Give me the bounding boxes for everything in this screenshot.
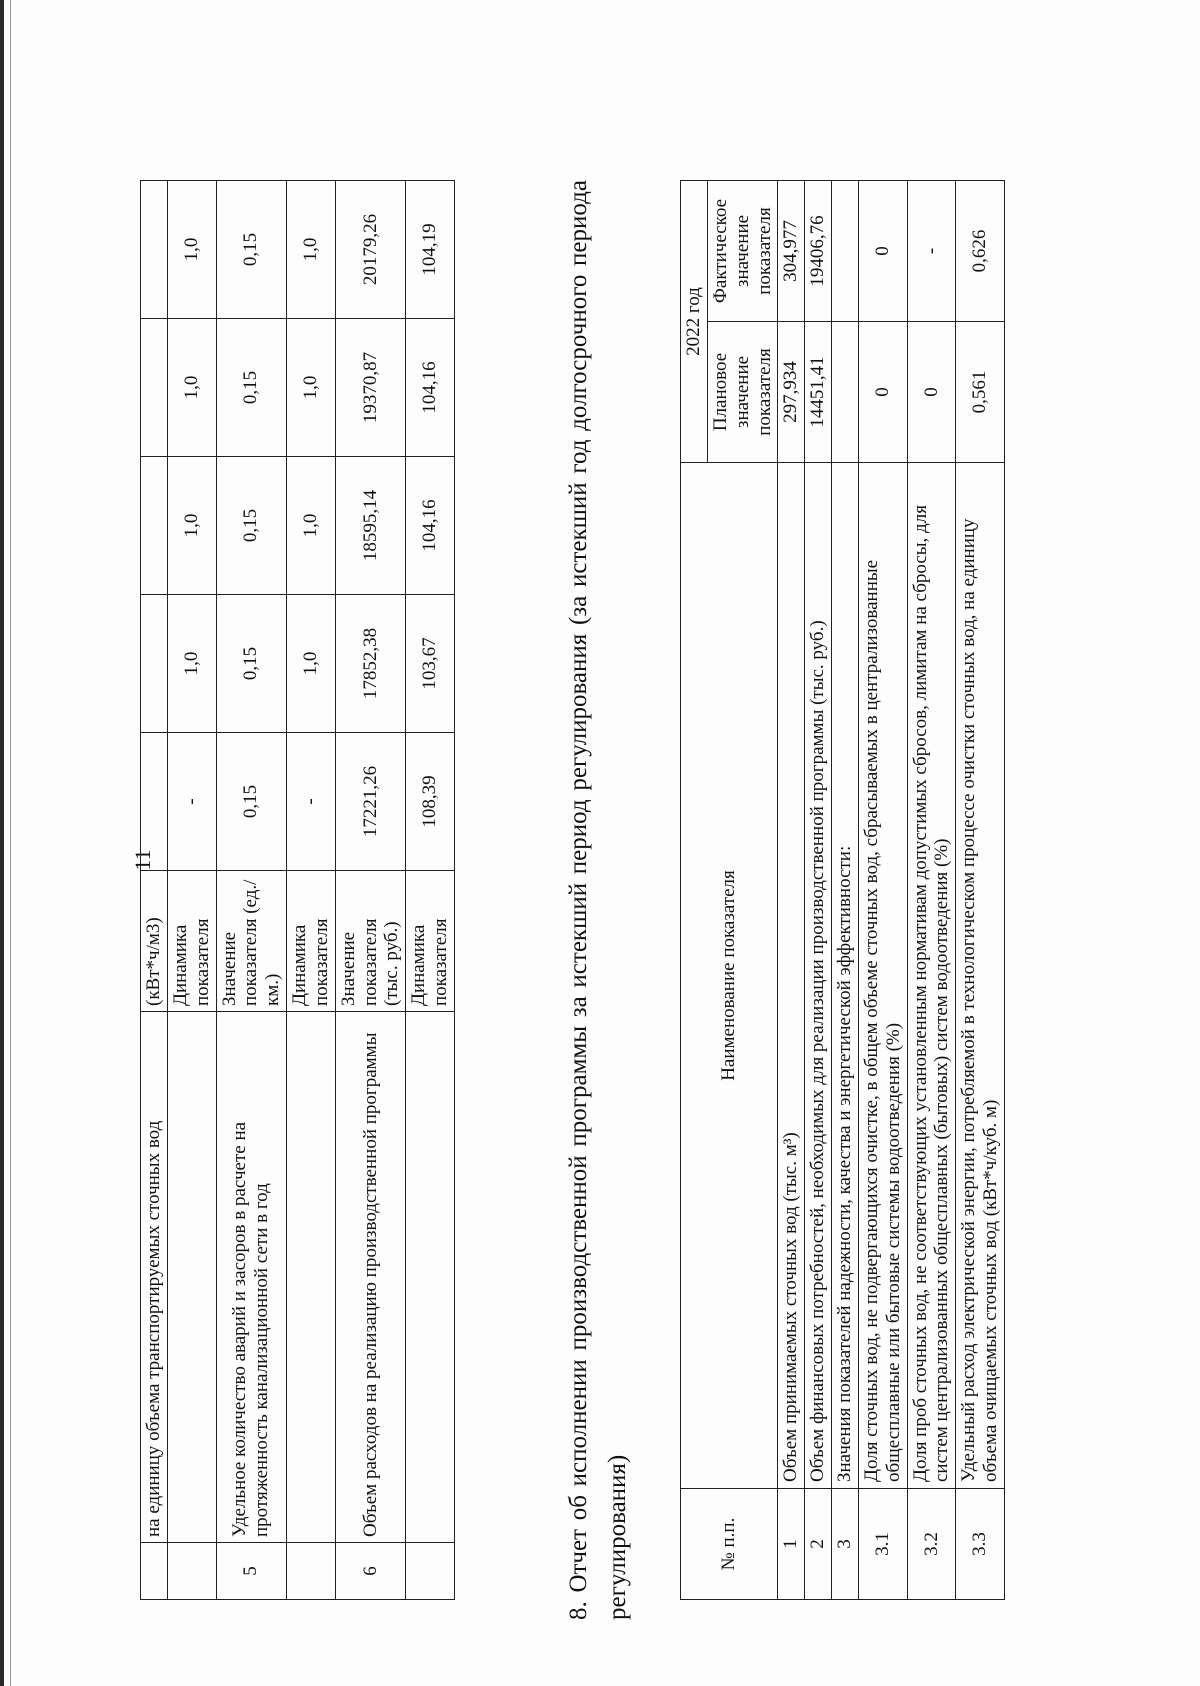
param-label: Динамика показателя bbox=[167, 871, 216, 1012]
header-year: 2022 год bbox=[681, 181, 708, 463]
table-row bbox=[287, 181, 336, 1600]
indicators-table-continued bbox=[140, 180, 455, 1600]
row-number bbox=[406, 1543, 455, 1600]
value-cell: 19370,87 bbox=[335, 319, 406, 457]
indicator-name: на единицу объема транспортируемых сточных вод bbox=[141, 1012, 168, 1543]
plan-value bbox=[832, 322, 859, 463]
row-number: 3.1 bbox=[858, 1489, 907, 1600]
plan-value: 14451,41 bbox=[805, 322, 832, 463]
indicator-name: Удельный расход электрической энергии, потребляемой в технологическом процессе очистки сточных вод, на единицу объема очищаемых сточных вод (кВт*ч/куб. м) bbox=[956, 463, 1005, 1489]
row-number: 3 bbox=[832, 1489, 859, 1600]
value-cell: 104,16 bbox=[406, 457, 455, 595]
row-number: 1 bbox=[778, 1489, 805, 1600]
value-cell: 0,15 bbox=[216, 733, 287, 871]
value-cell: 1,0 bbox=[287, 595, 336, 733]
value-cell bbox=[141, 181, 168, 319]
table-row bbox=[858, 181, 907, 1600]
value-cell bbox=[141, 733, 168, 871]
row-number: 3.2 bbox=[907, 1489, 956, 1600]
value-cell: 1,0 bbox=[167, 457, 216, 595]
indicator-name: Доля проб сточных вод, не соответствующих установленным нормативам допустимых сбросов, лимитам на сбросы, для систем централизованных общесплавных (бытовых) систем водоотведения (%) bbox=[907, 463, 956, 1489]
indicator-name: Объем принимаемых сточных вод (тыс. м³) bbox=[778, 463, 805, 1489]
table-header-row bbox=[681, 181, 708, 1600]
value-cell: 104,19 bbox=[406, 181, 455, 319]
scan-edge bbox=[0, 0, 4, 1686]
table-row bbox=[832, 181, 859, 1600]
header-name: Наименование показателя bbox=[681, 463, 778, 1489]
indicator-name: Значения показателей надежности, качества и энергетической эффективности: bbox=[832, 463, 859, 1489]
value-cell: 104,16 bbox=[406, 319, 455, 457]
value-cell: 1,0 bbox=[287, 457, 336, 595]
value-cell: 1,0 bbox=[287, 181, 336, 319]
value-cell: 17852,38 bbox=[335, 595, 406, 733]
header-num: № п.п. bbox=[681, 1489, 778, 1600]
value-cell: 1,0 bbox=[167, 595, 216, 733]
plan-value: 297,934 bbox=[778, 322, 805, 463]
fact-value: - bbox=[907, 181, 956, 322]
row-number: 2 bbox=[805, 1489, 832, 1600]
value-cell: 0,15 bbox=[216, 595, 287, 733]
table-row bbox=[956, 181, 1005, 1600]
value-cell: 0,15 bbox=[216, 457, 287, 595]
row-number: 3.3 bbox=[956, 1489, 1005, 1600]
table-row bbox=[335, 181, 406, 1600]
indicator-name: Объем расходов на реализацию производственной программы bbox=[335, 1012, 406, 1543]
plan-value: 0 bbox=[907, 322, 956, 463]
row-number bbox=[287, 1543, 336, 1600]
value-cell bbox=[141, 319, 168, 457]
row-number: 6 bbox=[335, 1543, 406, 1600]
rotated-page bbox=[60, 60, 1160, 1660]
row-number bbox=[167, 1543, 216, 1600]
table-row bbox=[141, 181, 168, 1600]
param-label: Динамика показателя bbox=[406, 871, 455, 1012]
indicator-name bbox=[406, 1012, 455, 1543]
value-cell: 108,39 bbox=[406, 733, 455, 871]
value-cell: 1,0 bbox=[167, 181, 216, 319]
value-cell: 17221,26 bbox=[335, 733, 406, 871]
fact-value: 0,626 bbox=[956, 181, 1005, 322]
page-number: 11 bbox=[130, 849, 155, 871]
value-cell: - bbox=[287, 733, 336, 871]
param-label: Динамика показателя bbox=[287, 871, 336, 1012]
value-cell bbox=[141, 595, 168, 733]
value-cell: 18595,14 bbox=[335, 457, 406, 595]
fact-value: 0 bbox=[858, 181, 907, 322]
program-report-table bbox=[680, 180, 1005, 1600]
param-label: (кВт*ч/м3) bbox=[141, 871, 168, 1012]
param-label: Значение показателя (ед./км.) bbox=[216, 871, 287, 1012]
value-cell: - bbox=[167, 733, 216, 871]
table-row bbox=[907, 181, 956, 1600]
indicator-name: Доля сточных вод, не подвергающихся очистке, в общем объеме сточных вод, сбрасываемых в централизованные общесплавные или бытовые системы водоотведения (%) bbox=[858, 463, 907, 1489]
scan-edge-line bbox=[10, 0, 11, 1686]
indicator-name bbox=[287, 1012, 336, 1543]
value-cell bbox=[141, 457, 168, 595]
fact-value: 19406,76 bbox=[805, 181, 832, 322]
table-row bbox=[406, 181, 455, 1600]
value-cell: 1,0 bbox=[167, 319, 216, 457]
value-cell: 0,15 bbox=[216, 181, 287, 319]
section-heading: 8. Отчет об исполнении производственной программы за истекший период регулирования (за истекший год долгосрочного периода регулирования) bbox=[565, 180, 631, 1620]
plan-value: 0 bbox=[858, 322, 907, 463]
table-row bbox=[216, 181, 287, 1600]
fact-value: 304,977 bbox=[778, 181, 805, 322]
value-cell: 0,15 bbox=[216, 319, 287, 457]
fact-value bbox=[832, 181, 859, 322]
table-row bbox=[805, 181, 832, 1600]
param-label: Значение показателя (тыс. руб.) bbox=[335, 871, 406, 1012]
table-row bbox=[167, 181, 216, 1600]
value-cell: 103,67 bbox=[406, 595, 455, 733]
indicator-name bbox=[167, 1012, 216, 1543]
plan-value: 0,561 bbox=[956, 322, 1005, 463]
value-cell: 20179,26 bbox=[335, 181, 406, 319]
value-cell: 1,0 bbox=[287, 319, 336, 457]
header-fact: Фактическое значение показателя bbox=[707, 181, 778, 322]
row-number bbox=[141, 1543, 168, 1600]
header-plan: Плановое значение показателя bbox=[707, 322, 778, 463]
table-row bbox=[778, 181, 805, 1600]
indicator-name: Удельное количество аварий и засоров в расчете на протяженность канализационной сети в год bbox=[216, 1012, 287, 1543]
row-number: 5 bbox=[216, 1543, 287, 1600]
indicator-name: Объем финансовых потребностей, необходимых для реализации производственной программы (тыс. руб.) bbox=[805, 463, 832, 1489]
